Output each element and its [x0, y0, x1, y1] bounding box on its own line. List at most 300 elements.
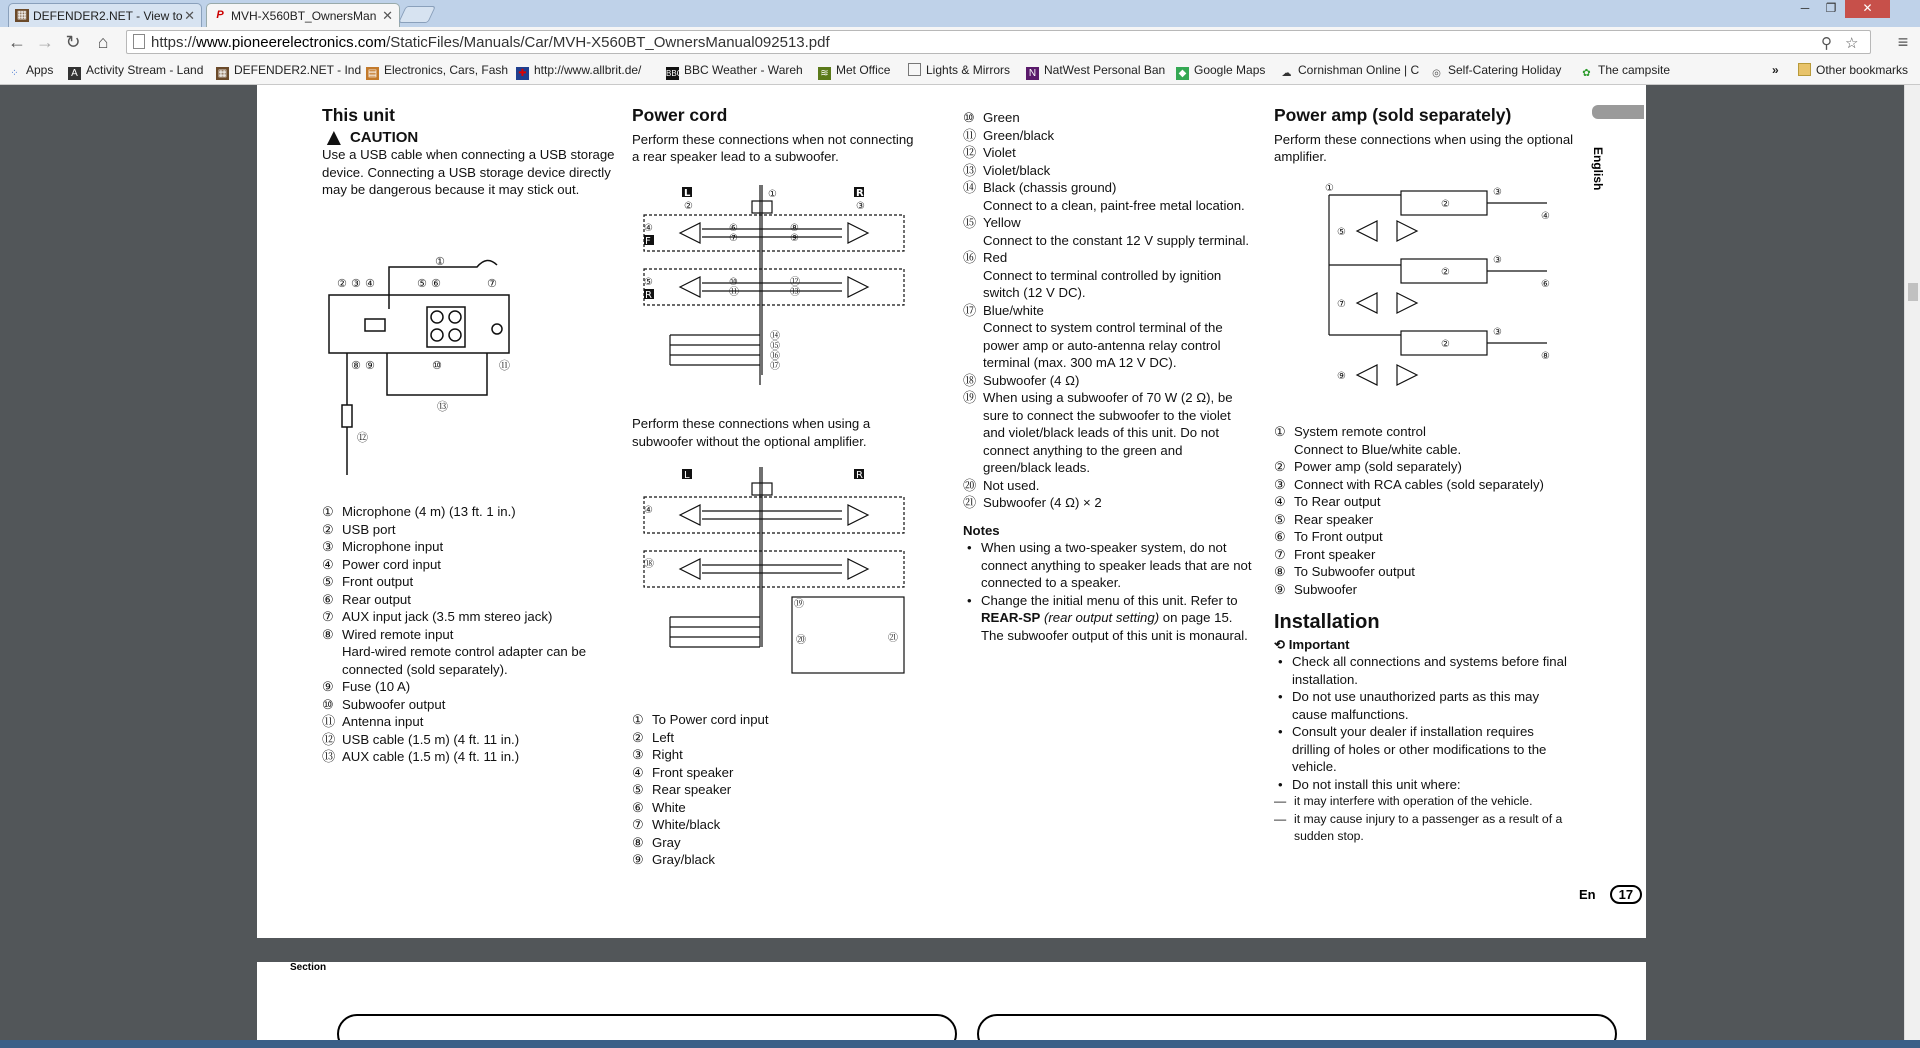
svg-text:③: ③	[856, 201, 865, 212]
bookmark-label: Lights & Mirrors	[926, 63, 1011, 77]
bookmark-label: Cornishman Online | C	[1298, 63, 1420, 77]
legend-item	[322, 626, 622, 644]
install-dash: — it may interfere with operation of the vehicle.	[1274, 793, 1574, 811]
intro-text: Perform these connections when using the optional amplifier.	[1274, 131, 1574, 164]
tab-label: MVH-X560BT_OwnersMan	[231, 9, 377, 23]
power-amp-diagram	[1317, 183, 1557, 403]
legend-text: Right	[652, 747, 683, 762]
svg-text:②: ②	[337, 277, 347, 290]
svg-text:③: ③	[351, 277, 361, 290]
browser-toolbar	[0, 27, 1920, 57]
legend-item	[322, 503, 622, 521]
url-host: www.pioneerelectronics.com	[196, 34, 387, 51]
svg-text:R: R	[645, 290, 652, 301]
legend-text: Left	[652, 729, 674, 745]
legend-item	[632, 799, 922, 817]
svg-text:⑲: ⑲	[794, 599, 804, 610]
svg-text:⑬: ⑬	[437, 400, 448, 413]
bookmark-item[interactable]	[818, 63, 890, 80]
svg-text:③: ③	[1493, 187, 1502, 198]
legend-item	[632, 764, 922, 782]
svg-text:⑤: ⑤	[644, 277, 653, 288]
cornishman-icon: ☁	[1281, 68, 1292, 79]
legend-text: Yellow	[983, 215, 1021, 230]
legend-num: ⑨	[322, 679, 334, 694]
legend-text: AUX cable (1.5 m) (4 ft. 11 in.)	[342, 749, 520, 764]
legend-text: Power cord input	[342, 556, 441, 572]
svg-text:③: ③	[1493, 255, 1502, 266]
legend-num: ②	[1274, 459, 1286, 474]
column-power-amp	[1274, 107, 1574, 166]
legend-num: ①	[322, 504, 334, 519]
bbc-icon: BBC	[666, 69, 683, 78]
legend-text: When using a subwoofer of 70 W (2 Ω), be sure to connect the subwoofer to the violet and violet/black leads of this unit. Do not connect anything to the green and green/black leads.	[983, 390, 1233, 475]
legend-item	[1274, 511, 1574, 529]
this-unit-legend	[322, 503, 622, 766]
svg-text:⑮: ⑮	[770, 341, 780, 352]
svg-text:②: ②	[1441, 199, 1450, 210]
svg-text:⑤: ⑤	[417, 277, 427, 290]
legend-item	[963, 249, 1253, 267]
legend-item	[1274, 563, 1574, 581]
bookmark-apps[interactable]	[8, 63, 53, 80]
legend-text: Connect to a clean, paint-free metal location.	[983, 197, 1245, 213]
legend-item	[963, 127, 1253, 145]
install-dash: — it may cause injury to a passenger as a result of a sudden stop.	[1274, 811, 1574, 846]
legend-text: Red	[983, 250, 1008, 265]
svg-text:④: ④	[644, 505, 653, 516]
page-number	[1579, 885, 1642, 904]
legend-num: ⑫	[322, 731, 336, 747]
language-label: English	[1591, 147, 1605, 191]
bookmark-label: The campsite	[1598, 63, 1671, 77]
power-amp-legend	[1274, 423, 1574, 846]
legend-num: ⑨	[1274, 581, 1286, 597]
bookmark-item[interactable]	[1430, 63, 1561, 80]
legend-num: ⑧	[1274, 564, 1286, 579]
pioneer-favicon-icon: P	[216, 9, 224, 21]
section-title: This unit	[322, 105, 395, 125]
important-heading	[1274, 636, 1574, 654]
legend-num: ⑮	[963, 215, 977, 230]
svg-text:⑥: ⑥	[1541, 279, 1550, 290]
svg-text:④: ④	[1541, 211, 1550, 222]
legend-item	[322, 731, 622, 749]
legend-num: ⑧	[632, 834, 644, 850]
legend-num: ②	[322, 521, 334, 537]
legend-text: Rear output	[342, 591, 411, 607]
legend-text: To Power cord input	[652, 712, 769, 727]
legend-text: Gray/black	[652, 852, 716, 867]
bookmark-label: Electronics, Cars, Fash	[384, 63, 509, 77]
pdf-viewer[interactable]	[0, 85, 1904, 1048]
install-bullet: • Do not install this unit where:	[1274, 776, 1574, 794]
svg-text:⑥: ⑥	[431, 277, 441, 290]
svg-text:④: ④	[644, 223, 653, 234]
legend-num: ⑥	[1274, 529, 1286, 544]
bookmark-label: Apps	[26, 63, 54, 77]
install-bullet: • Consult your dealer if installation requires drilling of holes or other modifications to the vehicle.	[1274, 723, 1574, 776]
section-title: Power amp (sold separately)	[1274, 105, 1512, 125]
note-item: • When using a two-speaker system, do not connect anything to speaker leads that are not connected to a speaker.	[963, 539, 1253, 592]
install-bullet: • Do not use unauthorized parts as this may cause malfunctions.	[1274, 688, 1574, 723]
important-label: Important	[1288, 636, 1350, 652]
legend-item	[322, 573, 622, 591]
note-setting-desc: (rear output setting)	[1040, 610, 1160, 625]
legend-item	[963, 232, 1253, 250]
page-lang: En	[1579, 887, 1596, 902]
caution-heading	[322, 123, 622, 151]
svg-text:⑭: ⑭	[770, 331, 780, 342]
legend-item	[322, 643, 622, 678]
bookmark-item[interactable]	[1176, 63, 1265, 80]
legend-item	[632, 834, 922, 852]
column-power-cord	[632, 107, 922, 166]
svg-text:②: ②	[1441, 339, 1450, 350]
legend-text: Front speaker	[652, 764, 734, 780]
legend-text: Gray	[652, 834, 681, 850]
note-setting: REAR-SP	[981, 610, 1041, 625]
close-tab-icon[interactable]: ✕	[382, 8, 393, 23]
legend-text: Black (chassis ground)	[983, 180, 1117, 195]
section-title: Power cord	[632, 105, 728, 125]
bookmark-item[interactable]	[68, 63, 203, 80]
url-scheme: https://	[151, 34, 197, 51]
legend-num: ⑤	[322, 574, 334, 589]
zoom-icon[interactable]: ⚲	[1821, 35, 1832, 52]
bookmark-item[interactable]	[1280, 63, 1419, 80]
legend-text: White	[652, 799, 686, 815]
svg-text:⑧: ⑧	[790, 223, 799, 234]
column-wire-colors	[963, 109, 1253, 644]
legend-text: To Rear output	[1294, 494, 1381, 509]
legend-item	[1274, 581, 1574, 599]
defender-favicon-icon: ▦	[16, 9, 28, 21]
legend-num: ⑤	[1274, 511, 1286, 527]
legend-num: ③	[322, 539, 334, 554]
bookmark-item[interactable]	[366, 63, 508, 80]
note-text: on page 15. The subwoofer output of this unit is monaural.	[981, 610, 1248, 643]
legend-item	[963, 372, 1253, 390]
menu-icon[interactable]: ≡	[1897, 32, 1909, 52]
legend-num: ⑤	[632, 782, 644, 797]
notes-heading: Notes	[963, 522, 1000, 538]
svg-text:R: R	[856, 470, 863, 481]
legend-item	[322, 591, 622, 609]
legend-item	[963, 109, 1253, 127]
other-bookmarks[interactable]	[1798, 63, 1908, 77]
svg-text:⑦: ⑦	[1337, 299, 1346, 310]
url-text	[151, 34, 830, 51]
intro-text: Perform these connections when not connecting a rear speaker lead to a subwoofer.	[632, 131, 914, 164]
legend-text: Violet/black	[983, 162, 1051, 178]
svg-text:⑧: ⑧	[351, 359, 361, 372]
new-tab-button[interactable]	[398, 6, 436, 23]
legend-item	[1274, 423, 1574, 441]
bookmark-label: Self-Catering Holiday	[1448, 63, 1562, 77]
legend-num: ⑬	[963, 162, 977, 178]
legend-num: ①	[1274, 424, 1286, 439]
legend-num: ⑦	[1274, 546, 1286, 562]
section-label: Section	[290, 962, 327, 973]
restore-button[interactable]: ❐	[1825, 1, 1837, 15]
google-maps-icon: ◆	[1176, 67, 1189, 80]
holiday-icon: ◎	[1432, 68, 1441, 79]
legend-text: Green/black	[983, 127, 1055, 143]
svg-text:㉑: ㉑	[888, 633, 898, 644]
legend-text: Green	[983, 110, 1020, 125]
legend-text: Hard-wired remote control adapter can be connected (sold separately).	[342, 644, 587, 677]
legend-num: ⑲	[963, 390, 977, 405]
bookmarks-bar	[0, 57, 1920, 85]
legend-text: Fuse (10 A)	[342, 679, 411, 694]
legend-text: Subwoofer output	[342, 696, 446, 712]
svg-text:②: ②	[1441, 267, 1450, 278]
page-num: 17	[1610, 885, 1642, 904]
legend-item	[1274, 441, 1574, 459]
tab-label: DEFENDER2.NET - View to	[33, 9, 183, 23]
bookmark-item[interactable]	[1026, 63, 1165, 80]
shopping-icon: ▤	[367, 68, 378, 79]
legend-text: Wired remote input	[342, 626, 454, 642]
svg-text:⑳: ⑳	[796, 635, 806, 646]
legend-num: ⑩	[963, 110, 975, 125]
warning-icon: ▲	[322, 123, 346, 151]
home-button[interactable]: ⌂	[97, 32, 109, 52]
legend-item	[1274, 528, 1574, 546]
legend-num: ⑯	[963, 250, 977, 265]
natwest-icon: N	[1026, 67, 1039, 80]
unit-rear-diagram	[317, 245, 567, 475]
legend-text: AUX input jack (3.5 mm stereo jack)	[342, 609, 553, 624]
caution-label: CAUTION	[349, 128, 419, 146]
forward-button[interactable]: →	[36, 32, 54, 52]
legend-text: Connect with RCA cables (sold separately)	[1294, 476, 1544, 492]
svg-text:⑦: ⑦	[487, 277, 497, 290]
svg-text:⑤: ⑤	[1337, 227, 1346, 238]
svg-text:⑩: ⑩	[729, 277, 738, 288]
pdf-page	[257, 85, 1646, 938]
svg-text:⑯: ⑯	[770, 351, 780, 362]
legend-item	[963, 302, 1253, 320]
legend-item	[322, 678, 622, 696]
legend-item	[632, 781, 922, 799]
legend-item	[322, 696, 622, 714]
legend-text: To Subwoofer output	[1294, 564, 1415, 579]
legend-item	[1274, 476, 1574, 494]
legend-num: ⑫	[963, 145, 977, 160]
legend-item	[1274, 458, 1574, 476]
svg-text:⑱: ⑱	[644, 559, 654, 570]
folder-icon	[1798, 63, 1811, 76]
legend-num: ⑨	[632, 852, 644, 867]
power-cord-legend	[632, 711, 922, 869]
legend-text: Rear speaker	[652, 782, 732, 797]
svg-text:F: F	[645, 236, 651, 247]
apps-grid-icon: ⁘	[10, 68, 19, 79]
legend-item	[963, 319, 1253, 372]
legend-text: USB port	[342, 521, 396, 537]
legend-num: ⑦	[322, 609, 334, 624]
bookmarks-overflow-button[interactable]: »	[1772, 63, 1779, 77]
legend-item	[322, 608, 622, 626]
legend-num: ⑳	[963, 477, 977, 493]
legend-text: Front speaker	[1294, 546, 1376, 562]
legend-item	[322, 713, 622, 731]
legend-text: Rear speaker	[1294, 511, 1374, 527]
legend-item	[632, 851, 922, 869]
install-bullet: • Check all connections and systems before final installation.	[1274, 653, 1574, 688]
power-cord-intro-2	[632, 415, 922, 450]
legend-item	[1274, 493, 1574, 511]
legend-item	[963, 214, 1253, 232]
legend-item	[963, 477, 1253, 495]
legend-num: ㉑	[963, 495, 977, 510]
url-path: /StaticFiles/Manuals/Car/MVH-X560BT_OwnersManual092513.pdf	[386, 34, 830, 51]
tab-manual[interactable]	[206, 3, 400, 27]
page-scrollbar[interactable]	[1904, 85, 1920, 1048]
legend-num: ①	[632, 712, 644, 727]
legend-item	[632, 746, 922, 764]
bookmark-item[interactable]	[908, 63, 1010, 77]
caution-text: Use a USB cable when connecting a USB storage device. Connecting a USB storage device directly may be dangerous because it may stick out.	[322, 147, 615, 197]
legend-item	[632, 729, 922, 747]
defender-icon: ▦	[217, 68, 228, 79]
legend-text: Connect to terminal controlled by ignition switch (12 V DC).	[983, 267, 1222, 300]
minimize-button[interactable]: ─	[1800, 1, 1810, 15]
page-icon	[133, 34, 145, 49]
bookmark-label: http://www.allbrit.de/	[534, 63, 642, 77]
legend-num: ⑱	[963, 372, 977, 388]
legend-text: Front output	[342, 574, 414, 589]
svg-text:⑨: ⑨	[1337, 371, 1346, 382]
intro-text: Perform these connections when using a subwoofer without the optional amplifier.	[632, 416, 871, 449]
language-tab	[1592, 105, 1644, 119]
svg-text:①: ①	[768, 189, 777, 200]
svg-text:⑪: ⑪	[729, 287, 739, 298]
legend-text: To Front output	[1294, 529, 1383, 544]
legend-text: Not used.	[983, 477, 1040, 493]
legend-num: ③	[1274, 476, 1286, 492]
legend-text: Connect to Blue/white cable.	[1294, 441, 1462, 457]
close-tab-icon[interactable]: ✕	[184, 8, 195, 23]
legend-text: USB cable (1.5 m) (4 ft. 11 in.)	[342, 731, 520, 747]
legend-item	[963, 144, 1253, 162]
legend-num: ⑧	[322, 626, 334, 642]
bookmark-label: Activity Stream - Land	[86, 63, 204, 77]
column-this-unit	[322, 107, 622, 199]
legend-text: Subwoofer (4 Ω) × 2	[983, 495, 1102, 510]
legend-num: ⑥	[322, 591, 334, 607]
tab-strip	[0, 0, 1920, 27]
svg-text:①: ①	[1325, 183, 1334, 194]
os-taskbar	[0, 1040, 1920, 1048]
close-window-button[interactable]: ✕	[1845, 0, 1890, 18]
legend-num: ④	[322, 556, 334, 572]
svg-text:⑬: ⑬	[790, 287, 800, 298]
legend-item	[1274, 546, 1574, 564]
campsite-icon: ✿	[1582, 68, 1591, 79]
legend-item	[632, 816, 922, 834]
svg-text:⑪: ⑪	[499, 359, 510, 372]
legend-text: Connect to system control terminal of the power amp or auto-antenna relay control terminal (max. 300 mA 12 V DC).	[983, 320, 1223, 370]
callout-1: ①	[435, 255, 445, 268]
address-bar[interactable]	[126, 30, 1871, 54]
bookmark-label: BBC Weather - Wareh	[684, 63, 803, 77]
pdf-page-next	[257, 962, 1646, 1048]
legend-text: Power amp (sold separately)	[1294, 459, 1462, 474]
svg-text:⑥: ⑥	[729, 223, 738, 234]
bookmark-item[interactable]	[216, 63, 361, 80]
svg-text:③: ③	[1493, 327, 1502, 338]
legend-num: ⑭	[963, 180, 977, 195]
bookmark-item[interactable]	[1580, 63, 1670, 80]
legend-text: Antenna input	[342, 714, 424, 729]
activity-icon: A	[68, 67, 81, 80]
legend-text: White/black	[652, 817, 721, 832]
svg-text:⑦: ⑦	[729, 233, 738, 244]
legend-num: ④	[632, 764, 644, 780]
bookmark-item[interactable]	[516, 63, 641, 80]
uk-flag-icon: ✚	[516, 67, 529, 80]
svg-text:④: ④	[365, 277, 375, 290]
legend-num: ⑬	[322, 749, 336, 764]
legend-text: Microphone (4 m) (13 ft. 1 in.)	[342, 504, 516, 519]
legend-text: Subwoofer (4 Ω)	[983, 372, 1080, 388]
legend-item	[963, 197, 1253, 215]
note-text: Change the initial menu of this unit. Refer to	[981, 592, 1238, 608]
legend-item	[632, 711, 922, 729]
bookmark-label: NatWest Personal Ban	[1044, 63, 1166, 77]
legend-num: ⑪	[322, 714, 336, 729]
legend-item	[963, 267, 1253, 302]
tab-defender[interactable]	[8, 3, 202, 27]
scroll-thumb[interactable]	[1908, 283, 1918, 301]
back-button[interactable]: ←	[8, 32, 26, 52]
legend-num: ⑩	[322, 696, 334, 712]
legend-text: Subwoofer	[1294, 581, 1358, 597]
svg-text:R: R	[856, 188, 864, 199]
legend-text: Microphone input	[342, 539, 444, 554]
met-office-icon: ≋	[818, 67, 831, 80]
svg-text:②: ②	[684, 201, 693, 212]
legend-num: ②	[632, 729, 644, 745]
bookmark-label: Google Maps	[1194, 63, 1266, 77]
svg-text:⑨: ⑨	[365, 359, 375, 372]
bookmark-label: DEFENDER2.NET - Ind	[234, 63, 362, 77]
page-icon	[908, 63, 921, 76]
legend-item	[322, 556, 622, 574]
bookmark-item[interactable]	[666, 63, 803, 80]
svg-text:⑧: ⑧	[1541, 351, 1550, 362]
legend-item	[963, 162, 1253, 180]
legend-text: Connect to the constant 12 V supply terminal.	[983, 232, 1250, 248]
legend-item	[322, 538, 622, 556]
legend-text: System remote control	[1294, 424, 1426, 439]
legend-item	[322, 521, 622, 539]
legend-text: Blue/white	[983, 302, 1044, 318]
legend-num: ⑥	[632, 799, 644, 815]
svg-text:⑩: ⑩	[432, 359, 442, 372]
legend-item	[322, 748, 622, 766]
legend-text: Violet	[983, 145, 1016, 160]
reload-button[interactable]: ↻	[65, 32, 81, 52]
svg-text:⑫: ⑫	[357, 431, 368, 444]
power-cord-diagram-1	[642, 185, 912, 385]
svg-text:⑨: ⑨	[790, 233, 799, 244]
legend-num: ③	[632, 747, 644, 762]
star-icon[interactable]: ☆	[1845, 35, 1859, 52]
